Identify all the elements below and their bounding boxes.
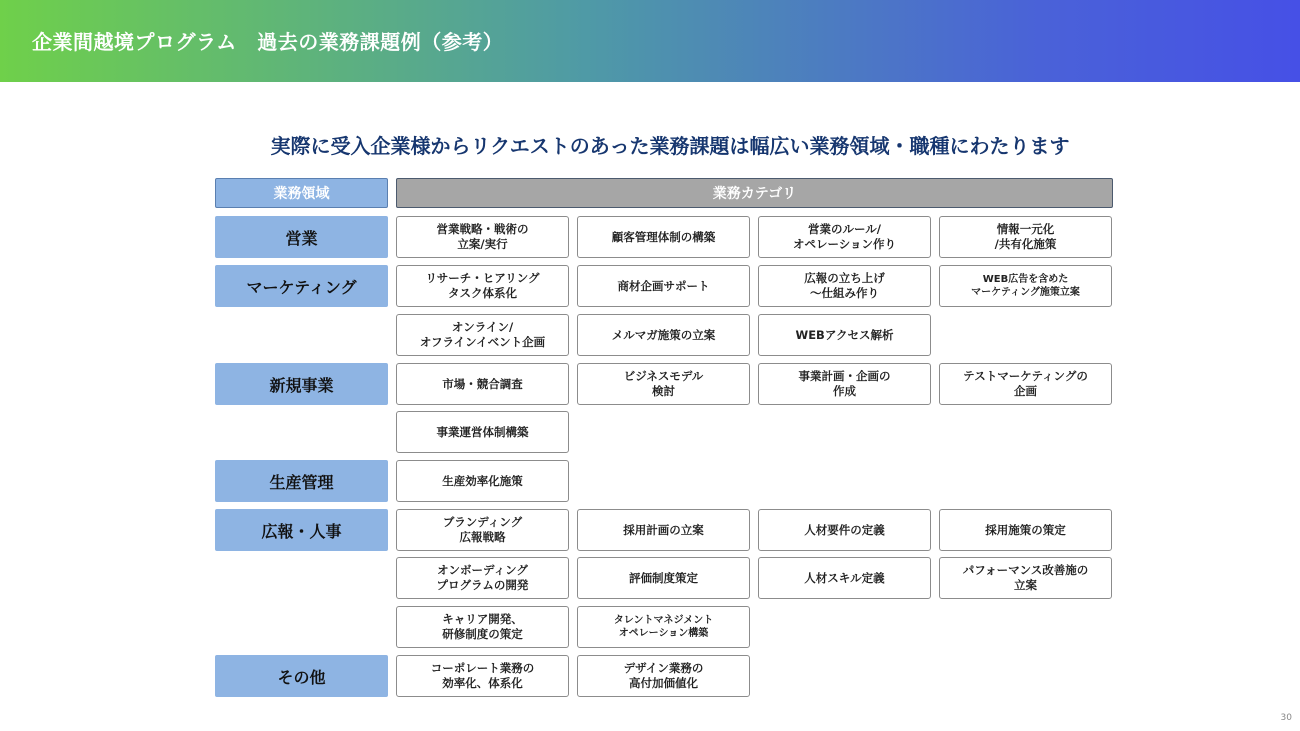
category-cell: リサーチ・ヒアリング タスク体系化 <box>396 265 569 307</box>
category-cell: 事業計画・企画の 作成 <box>758 363 931 405</box>
domain-new-business: 新規事業 <box>215 363 388 405</box>
domain-other: その他 <box>215 655 388 697</box>
column-header-category: 業務カテゴリ <box>396 178 1113 208</box>
category-cell: オンボーディング プログラムの開発 <box>396 557 569 599</box>
category-cell: 営業戦略・戦術の 立案/実行 <box>396 216 569 258</box>
category-cell: パフォーマンス改善施の 立案 <box>939 557 1112 599</box>
domain-pr-hr: 広報・人事 <box>215 509 388 551</box>
category-cell: 顧客管理体制の構築 <box>577 216 750 258</box>
category-cell: 人材要件の定義 <box>758 509 931 551</box>
category-cell: オンライン/ オフラインイベント企画 <box>396 314 569 356</box>
category-cell: 採用施策の策定 <box>939 509 1112 551</box>
slide-subtitle: 実際に受入企業様からリクエストのあった業務課題は幅広い業務領域・職種にわたります <box>270 134 1070 158</box>
category-cell: 営業のルール/ オペレーション作り <box>758 216 931 258</box>
header-banner <box>0 0 1300 82</box>
category-cell: キャリア開発、 研修制度の策定 <box>396 606 569 648</box>
category-cell: 評価制度策定 <box>577 557 750 599</box>
category-cell: 商材企画サポート <box>577 265 750 307</box>
category-cell: タレントマネジメント オペレーション構築 <box>577 606 750 648</box>
domain-production: 生産管理 <box>215 460 388 502</box>
category-cell: テストマーケティングの 企画 <box>939 363 1112 405</box>
category-cell: デザイン業務の 高付加価値化 <box>577 655 750 697</box>
category-cell: 生産効率化施策 <box>396 460 569 502</box>
category-cell: 市場・競合調査 <box>396 363 569 405</box>
category-cell: 人材スキル定義 <box>758 557 931 599</box>
domain-marketing: マーケティング <box>215 265 388 307</box>
domain-sales: 営業 <box>215 216 388 258</box>
category-cell: メルマガ施策の立案 <box>577 314 750 356</box>
category-cell: 広報の立ち上げ ～仕組み作り <box>758 265 931 307</box>
category-cell: 情報一元化 /共有化施策 <box>939 216 1112 258</box>
category-cell: WEBアクセス解析 <box>758 314 931 356</box>
page-title: 企業間越境プログラム 過去の業務課題例（参考） <box>32 30 504 54</box>
category-cell: コーポレート業務の 効率化、体系化 <box>396 655 569 697</box>
page-number: 30 <box>1280 713 1292 723</box>
category-cell: ビジネスモデル 検討 <box>577 363 750 405</box>
category-cell: ブランディング 広報戦略 <box>396 509 569 551</box>
category-cell: 事業運営体制構築 <box>396 411 569 453</box>
column-header-domain: 業務領域 <box>215 178 388 208</box>
category-cell: 採用計画の立案 <box>577 509 750 551</box>
category-cell: WEB広告を含めた マーケティング施策立案 <box>939 265 1112 307</box>
